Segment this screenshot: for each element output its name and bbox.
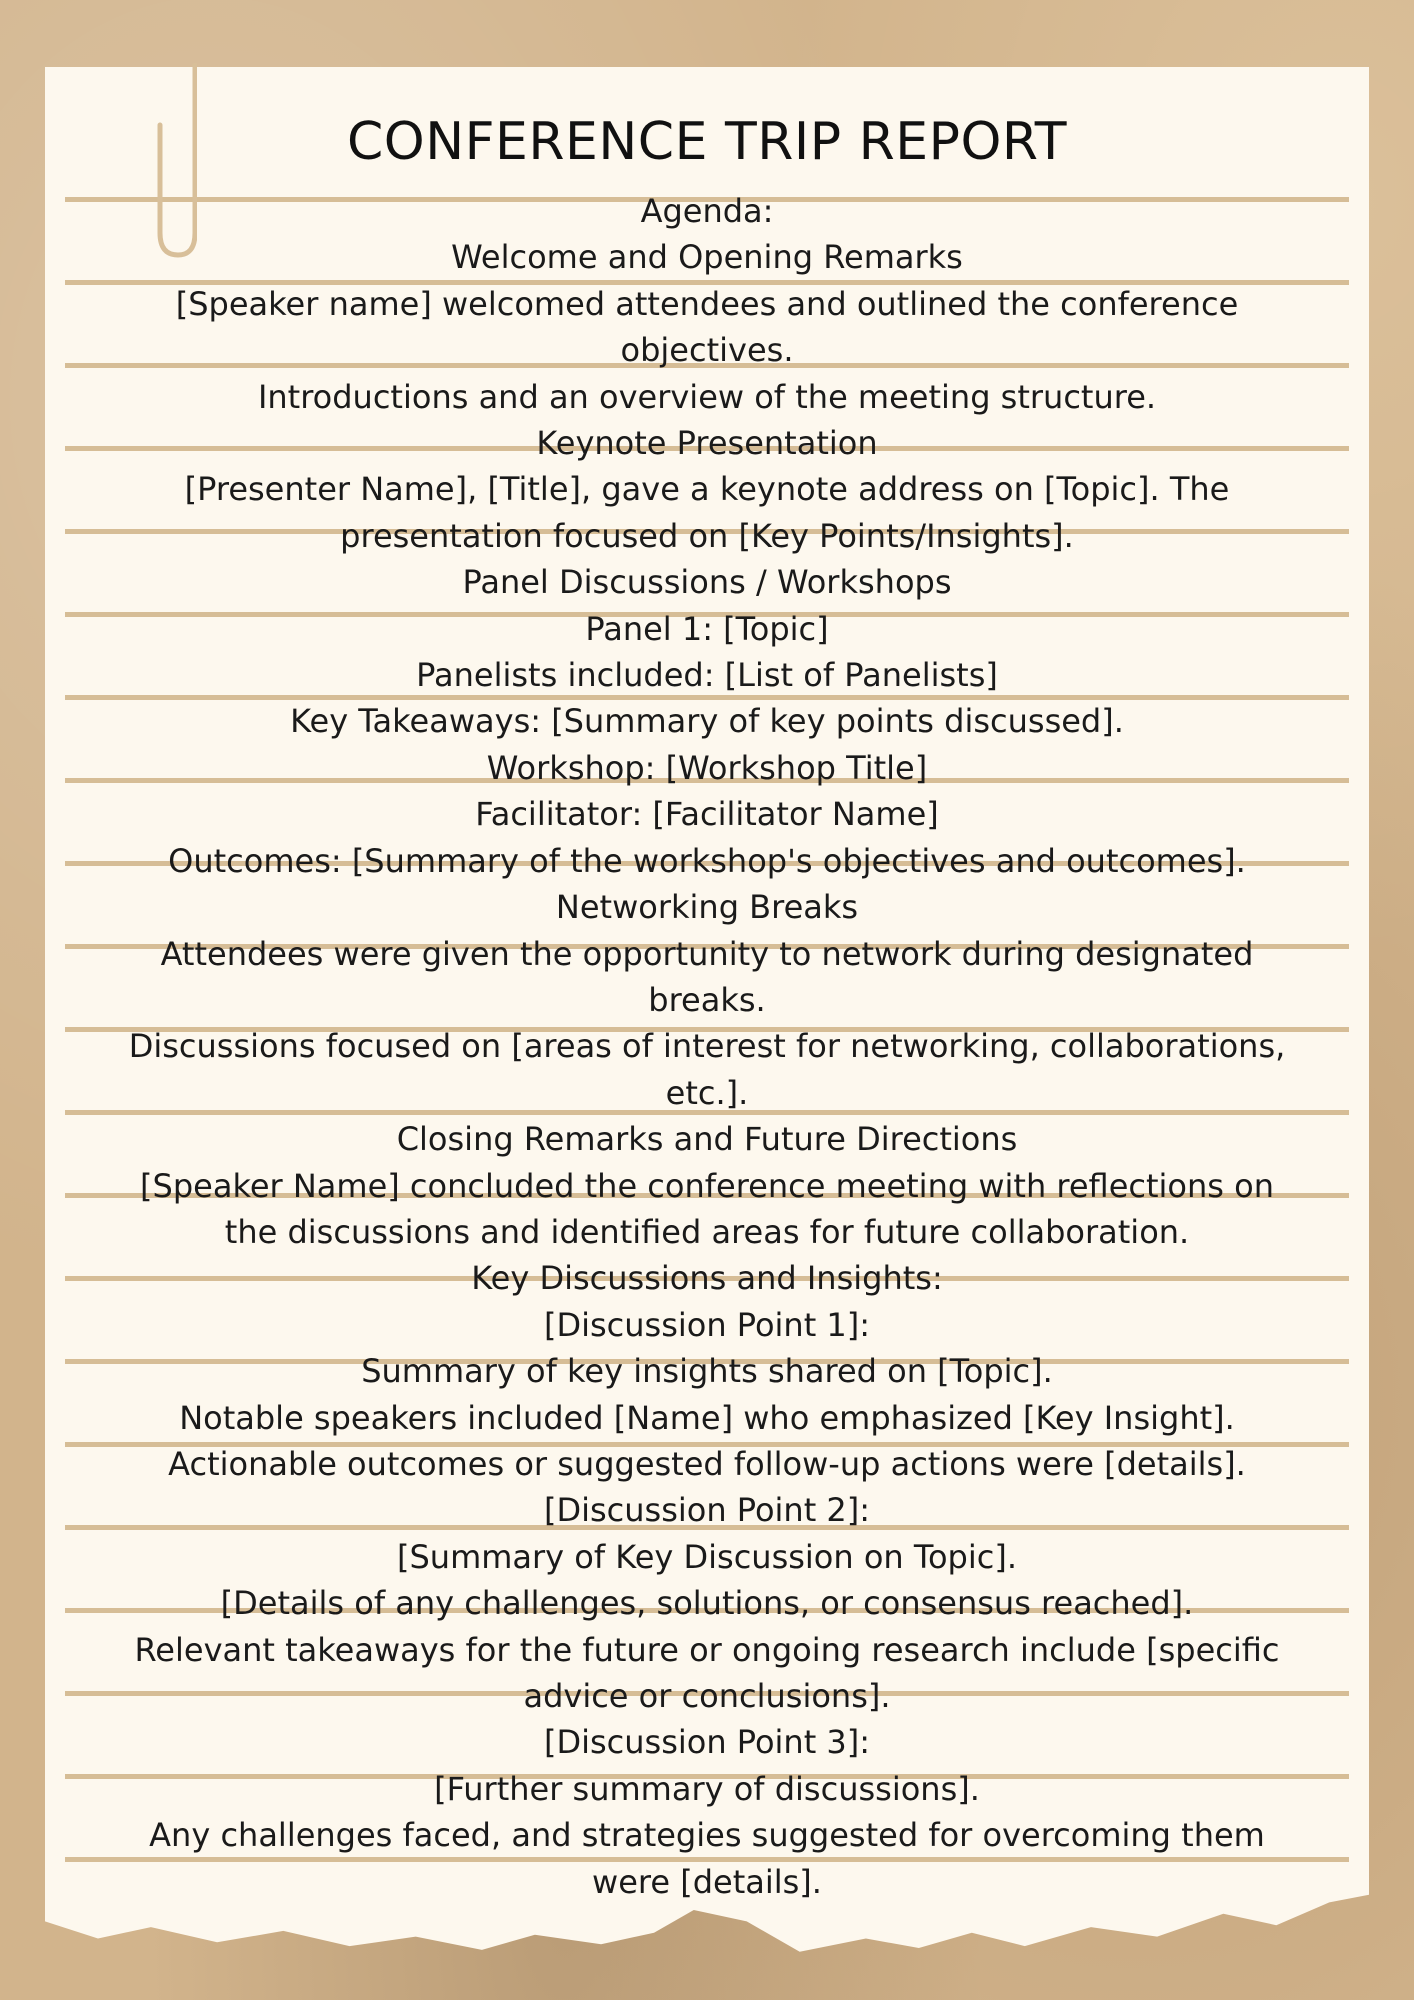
body-text: Outcomes: [Summary of the workshop's objectives and outcomes]. (168, 841, 1246, 880)
body-text: Attendees were given the opportunity to network during designated breaks. (160, 934, 1254, 1019)
discussion-point: [Discussion Point 2]: (543, 1491, 871, 1530)
body-text: Panelists included: [List of Panelists] (416, 656, 998, 695)
body-text: Panel 1: [Topic] (585, 609, 829, 648)
discussion-point: [Discussion Point 3]: (543, 1723, 871, 1762)
page-title: CONFERENCE TRIP REPORT (347, 112, 1067, 172)
body-text: [Further summary of discussions]. (434, 1769, 980, 1808)
section-heading: Key Discussions and Insights: (471, 1259, 943, 1298)
section-heading: Closing Remarks and Future Directions (396, 1120, 1018, 1159)
section-heading: Welcome and Opening Remarks (451, 238, 963, 277)
body-text: Key Takeaways: [Summary of key points discussed]. (290, 702, 1124, 741)
body-text: [Speaker Name] concluded the conference meeting with reflections on the discussions and identified areas for future collaboration. (140, 1166, 1274, 1251)
discussion-point: [Discussion Point 1]: (543, 1305, 871, 1344)
body-text: Facilitator: [Facilitator Name] (475, 795, 939, 834)
body-text: Relevant takeaways for the future or ongoing research include [specific advice or conclusions]. (134, 1630, 1280, 1715)
body-text: Actionable outcomes or suggested follow-up actions were [details]. (168, 1444, 1246, 1483)
body-text: [Presenter Name], [Title], gave a keynote address on [Topic]. The presentation focused on [Key Points/Insights]. (184, 470, 1230, 555)
body-text: Notable speakers included [Name] who emphasized [Key Insight]. (179, 1398, 1235, 1437)
section-heading: Panel Discussions / Workshops (462, 563, 952, 602)
body-text: Introductions and an overview of the meeting structure. (257, 377, 1157, 416)
body-text: Summary of key insights shared on [Topic]. (361, 1352, 1053, 1391)
body-text: [Speaker name] welcomed attendees and outlined the conference objectives. (175, 284, 1239, 370)
report-body (115, 188, 1299, 1905)
agenda-heading: Agenda: (640, 192, 774, 230)
body-text: [Details of any challenges, solutions, or consensus reached]. (220, 1584, 1194, 1623)
body-text: Any challenges faced, and strategies suggested for overcoming them were [details]. (149, 1816, 1265, 1901)
body-text: Discussions focused on [areas of interest for networking, collaborations, etc.]. (128, 1027, 1286, 1112)
section-heading: Networking Breaks (555, 888, 859, 927)
body-text: Workshop: [Workshop Title] (486, 748, 928, 787)
section-heading: Keynote Presentation (536, 424, 878, 463)
body-text: [Summary of Key Discussion on Topic]. (396, 1537, 1017, 1576)
